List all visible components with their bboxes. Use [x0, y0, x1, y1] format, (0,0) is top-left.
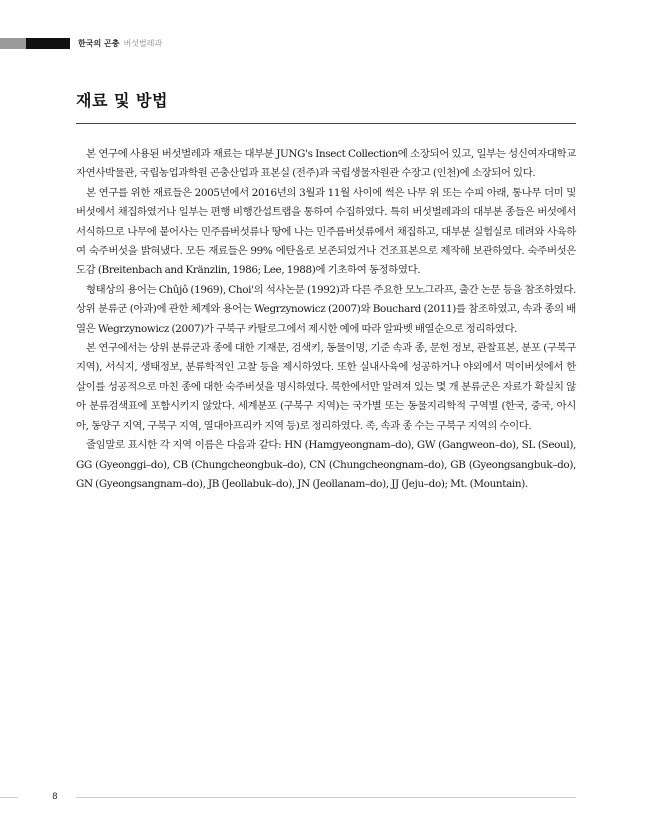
- paragraph-collections: 본 연구에 사용된 버섯벌레과 재료는 대부분 JUNG's Insect Collection에 소장되어 있고, 일부는 성신여자대학교 자연사박물관, 국립농업과학원 곤충산업과 표본실 (전주)과 국립생물자원관 수장고 (인천)에 소장되어 있다.: [76, 148, 576, 180]
- running-header: [78, 37, 162, 50]
- header-accent-bar-gray: [0, 38, 26, 49]
- running-header-book-title: 한국의 곤충: [78, 39, 120, 48]
- header-accent-bar-black: [26, 38, 70, 49]
- section-title: 재료 및 방법: [76, 91, 168, 110]
- paragraph-content: 본 연구에서는 상위 분류군과 종에 대한 기재문, 검색키, 동물이명, 기준 속과 종, 문헌 정보, 관찰표본, 분포 (구북구 지역), 서식지, 생태정보, 분류학적인 고찰 등을 제시하였다. 또한 실내사육에 성공하거나 야외에서 먹이버섯에서 한살이를 성공적으로 마친 종에 대한 숙주버섯을 명시하였다. 북한에서만 알려져 있는 몇 개 분류군은 자료가 확실치 않아 분류검색표에 포함시키지 않았다. 세계분포 (구북구 지역)는 국가별 또는 동물지리학적 구역별 (한국, 중국, 아시아, 동양구 지역, 구북구 지역, 열대아프리카 지역 등)로 정리하였다. 족, 속과 종 수는 구북구 지역의 수이다.: [76, 342, 576, 432]
- paragraph-terminology: 형태상의 용어는 Chûjô (1969), Choi'의 석사논문 (1992)과 다른 주요한 모노그라프, 출간 논문 등을 참조하였다. 상위 분류군 (아과)에 관한 체계와 용어는 Wegrzynowicz (2007)와 Bouchard (2011)를 참조하였고, 속과 종의 배열은 Wegrzynowicz (2007)가 구북구 카탈로그에서 제시한 예에 따라 알파벳 배열순으로 정리하였다.: [76, 283, 576, 335]
- paragraph-materials: 본 연구를 위한 재료들은 2005년에서 2016년의 3월과 11월 사이에 썩은 나무 위 또는 수피 아래, 통나무 더미 및 버섯에서 채집하였거나 일부는 편행 비행간섭트랩을 통하여 수집하였다. 특히 버섯벌레과의 대부분 종들은 버섯에서 서식하므로 나무에 붙어사는 민주름버섯류나 땅에 나는 민주름버섯류에서 채집하고, 대부분 실험실로 데려와 사육하여 숙주버섯을 밝혀냈다. 모든 재료들은 99% 에탄올로 보존되었거나 건조표본으로 제작해 보관하였다. 숙주버섯은 도감 (Breitenbach and Kränzlin, 1986; Lee, 1988)에 기초하여 동정하였다.: [76, 186, 576, 277]
- footer-rule-left: [0, 797, 18, 798]
- paragraph-abbreviations: 줄임말로 표시한 각 지역 이름은 다음과 같다: HN (Hamgyeongnam–do), GW (Gangweon–do), SL (Seoul), GG (Gyeonggi–do), CB (Chungcheongbuk–do), CN (Chungcheongnam–do), GB (Gyeongsangbuk–do), GN (Gyeongsangnam–do), JB (Jeollabuk–do), JN (Jeollanam–do), JJ (Jeju–do); Mt. (Mountain).: [76, 439, 576, 490]
- running-header-section: 버섯벌레과: [123, 39, 163, 48]
- footer-rule: [76, 797, 576, 798]
- title-divider: [76, 123, 576, 124]
- body-text: [76, 145, 576, 494]
- page-number: 8: [52, 792, 58, 802]
